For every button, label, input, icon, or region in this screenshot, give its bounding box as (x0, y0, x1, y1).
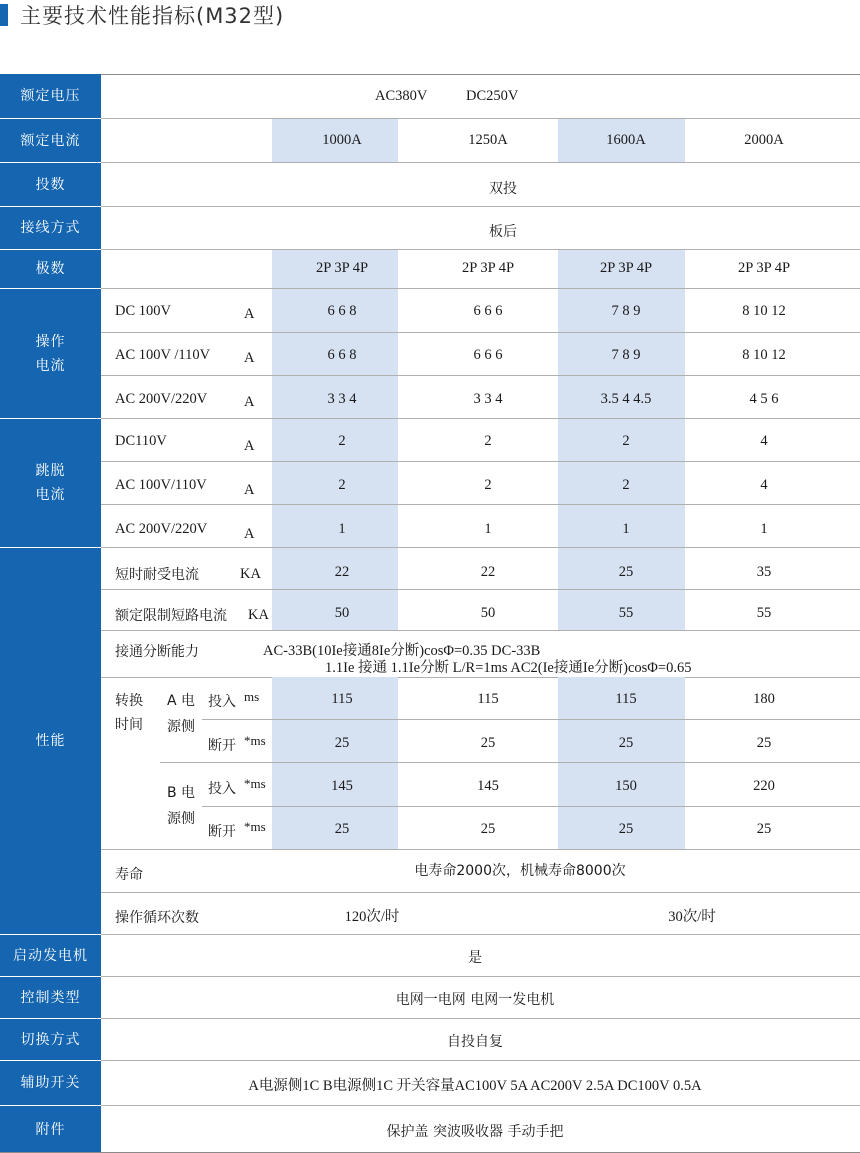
rated-current-header (0, 119, 101, 162)
accessory-header-text: 附件 (35, 1121, 66, 1138)
row-divider (101, 976, 860, 977)
highlight-band (272, 419, 398, 547)
row-divider (101, 504, 860, 505)
poles-3: 2P 3P 4P (737, 260, 791, 276)
start-gen-header (0, 935, 101, 976)
op-row-2-0: 3 3 4 (327, 391, 357, 407)
short-time-1: 22 (480, 564, 496, 580)
poles-header (0, 250, 101, 288)
trip-row-2-0: 1 (338, 521, 346, 537)
transfer-row-0-0: 115 (331, 691, 353, 707)
transfer-divider-1 (202, 719, 860, 720)
rated-current-0: 1000A (322, 132, 362, 148)
poles-header-text: 极数 (35, 261, 66, 277)
transfer-row-3-3: 25 (756, 821, 772, 837)
make-break-line2: 1.1Ie 接通 1.1Ie分断 L/R=1ms AC2(Ie接通Ie分断)cosΦ=0.65 (325, 660, 692, 676)
wiring-value: 板后 (489, 224, 517, 240)
poles-1: 2P 3P 4P (461, 260, 515, 276)
accessory-header (0, 1106, 101, 1153)
trip-row-0-1: 2 (484, 433, 492, 449)
transfer-row-0-2: 115 (615, 691, 637, 707)
poles-count-header (0, 163, 101, 206)
aux-switch-header (0, 1061, 101, 1105)
life-value: 电寿命2000次，机械寿命8000次 (414, 863, 626, 879)
transfer-row-label-0: 投入 (208, 694, 236, 710)
transfer-label-1: 转换 (115, 693, 143, 709)
row-divider (101, 892, 860, 893)
a-side-label-1: A 电 (167, 693, 196, 709)
op-row-2-2: 3.5 4 4.5 (600, 391, 652, 407)
op-row-0-0: 6 6 8 (327, 303, 357, 319)
trip-row-label-0: DC110V (115, 433, 167, 449)
row-divider (101, 418, 860, 419)
transfer-row-2-1: 145 (477, 778, 499, 794)
transfer-row-unit-0: ms (244, 689, 260, 704)
transfer-row-unit-2: *ms (244, 776, 266, 791)
trip-row-unit-1: A (244, 482, 255, 498)
poles-count-header-text: 投数 (35, 176, 66, 193)
row-divider (101, 332, 860, 333)
transfer-row-1-0: 25 (334, 735, 350, 751)
op-row-label-0: DC 100V (115, 303, 171, 319)
row-divider (101, 677, 860, 678)
performance-header-text: 性能 (35, 733, 66, 749)
control-type-header (0, 977, 101, 1018)
row-divider (101, 162, 860, 163)
trip-row-1-0: 2 (338, 477, 346, 493)
row-divider (101, 288, 860, 289)
aux-switch-header-text: 辅助开关 (20, 1075, 81, 1091)
poles-0: 2P 3P 4P (315, 260, 369, 276)
row-divider (101, 1018, 860, 1019)
switch-mode-header (0, 1019, 101, 1060)
op-row-unit-1: A (244, 350, 255, 366)
poles-2: 2P 3P 4P (599, 260, 653, 276)
row-divider (101, 934, 860, 935)
op-row-unit-0: A (244, 306, 255, 322)
switch-mode-header-text: 切换方式 (20, 1031, 81, 1048)
transfer-divider-2 (160, 762, 860, 763)
transfer-row-0-1: 115 (477, 691, 499, 707)
short-time-0: 22 (334, 564, 350, 580)
row-divider (101, 589, 860, 590)
transfer-row-0-3: 180 (753, 691, 775, 707)
trip-row-2-1: 1 (484, 521, 492, 537)
short-time-unit: KA (240, 566, 261, 582)
cycles-value-2: 30次/时 (668, 909, 716, 925)
transfer-row-1-1: 25 (480, 735, 496, 751)
short-time-label: 短时耐受电流 (115, 567, 199, 583)
trip-row-1-3: 4 (760, 477, 768, 493)
row-divider (101, 547, 860, 548)
title-accent-bar (0, 4, 8, 26)
page-title: 主要技术性能指标(M32型) (20, 4, 285, 28)
op-row-0-2: 7 8 9 (611, 303, 641, 319)
op-current-header-text: 操作 电流 (35, 333, 66, 374)
transfer-label-2: 时间 (115, 717, 143, 733)
transfer-row-unit-3: *ms (244, 819, 266, 834)
row-divider (101, 375, 860, 376)
start-gen-value: 是 (468, 950, 482, 966)
a-side-label-2: 源侧 (167, 719, 195, 735)
wiring-header (0, 207, 101, 249)
transfer-row-2-3: 220 (753, 778, 775, 794)
rated-current-header-text: 额定电流 (20, 132, 81, 149)
transfer-row-1-2: 25 (618, 735, 634, 751)
transfer-row-2-0: 145 (331, 778, 353, 794)
limit-short-3: 55 (756, 605, 772, 621)
rated-voltage-ac: AC380V (375, 88, 428, 104)
table-top-border (0, 74, 860, 75)
trip-row-1-1: 2 (484, 477, 492, 493)
start-gen-header-text: 启动发电机 (13, 947, 88, 964)
performance-header (0, 548, 101, 934)
transfer-row-3-1: 25 (480, 821, 496, 837)
short-time-3: 35 (756, 564, 772, 580)
op-row-0-3: 8 10 12 (742, 303, 786, 319)
row-divider (101, 118, 860, 119)
transfer-row-3-0: 25 (334, 821, 350, 837)
op-current-header (0, 289, 101, 418)
make-break-label: 接通分断能力 (115, 644, 199, 660)
b-side-label-1: B 电 (167, 785, 196, 801)
limit-short-2: 55 (618, 605, 634, 621)
transfer-row-unit-1: *ms (244, 733, 266, 748)
control-type-value: 电网一电网 电网一发电机 (395, 992, 555, 1008)
op-row-1-1: 6 6 6 (473, 347, 503, 363)
trip-row-0-0: 2 (338, 433, 346, 449)
accessory-value: 保护盖 突波吸收器 手动手把 (386, 1124, 564, 1140)
life-label: 寿命 (115, 867, 143, 883)
op-row-1-2: 7 8 9 (611, 347, 641, 363)
row-divider (101, 461, 860, 462)
op-row-label-1: AC 100V /110V (115, 347, 211, 363)
op-row-2-1: 3 3 4 (473, 391, 503, 407)
cycles-label: 操作循环次数 (115, 910, 199, 926)
transfer-row-label-1: 断开 (208, 738, 236, 754)
limit-short-1: 50 (480, 605, 496, 621)
rated-current-2: 1600A (606, 132, 646, 148)
transfer-row-1-3: 25 (756, 735, 772, 751)
transfer-row-3-2: 25 (618, 821, 634, 837)
transfer-divider-3 (202, 806, 860, 807)
trip-row-label-2: AC 200V/220V (115, 521, 208, 537)
row-divider (101, 849, 860, 850)
transfer-row-label-2: 投入 (208, 781, 236, 797)
op-row-label-2: AC 200V/220V (115, 391, 208, 407)
trip-row-2-3: 1 (760, 521, 768, 537)
row-divider (101, 1060, 860, 1061)
rated-voltage-dc: DC250V (466, 88, 519, 104)
rated-voltage-header (0, 74, 101, 118)
rated-current-3: 2000A (744, 132, 784, 148)
spec-table (0, 74, 860, 1153)
transfer-row-label-3: 断开 (208, 824, 236, 840)
op-row-1-3: 8 10 12 (742, 347, 786, 363)
row-divider (101, 1105, 860, 1106)
make-break-line1: AC-33B(10Ie接通8Ie分断)cosΦ=0.35 DC-33B (263, 643, 541, 659)
row-divider (101, 206, 860, 207)
transfer-row-2-2: 150 (615, 778, 637, 794)
limit-short-0: 50 (334, 605, 350, 621)
trip-row-label-1: AC 100V/110V (115, 477, 207, 493)
cycles-value-1: 120次/时 (344, 909, 400, 925)
limit-short-label: 额定限制短路电流 (115, 608, 227, 624)
op-row-1-0: 6 6 8 (327, 347, 357, 363)
aux-switch-value: A电源侧1C B电源侧1C 开关容量AC100V 5A AC200V 2.5A DC100V 0.5A (248, 1078, 702, 1094)
trip-row-0-3: 4 (760, 433, 768, 449)
trip-current-header (0, 419, 101, 547)
poles-count-value: 双投 (489, 181, 517, 197)
trip-row-unit-2: A (244, 526, 255, 542)
rated-voltage-header-text: 额定电压 (20, 88, 81, 104)
trip-row-1-2: 2 (622, 477, 630, 493)
control-type-header-text: 控制类型 (20, 989, 81, 1006)
rated-current-1: 1250A (468, 132, 508, 148)
op-row-unit-2: A (244, 394, 255, 410)
trip-row-0-2: 2 (622, 433, 630, 449)
trip-row-unit-0: A (244, 438, 255, 454)
op-row-0-1: 6 6 6 (473, 303, 503, 319)
switch-mode-value: 自投自复 (447, 1034, 503, 1050)
trip-row-2-2: 1 (622, 521, 630, 537)
row-divider (101, 630, 860, 631)
limit-short-unit: KA (248, 607, 269, 623)
b-side-label-2: 源侧 (167, 811, 195, 827)
short-time-2: 25 (618, 564, 634, 580)
row-divider (101, 249, 860, 250)
op-row-2-3: 4 5 6 (749, 391, 779, 407)
trip-current-header-text: 跳脱 电流 (35, 463, 66, 503)
wiring-header-text: 接线方式 (20, 220, 81, 236)
